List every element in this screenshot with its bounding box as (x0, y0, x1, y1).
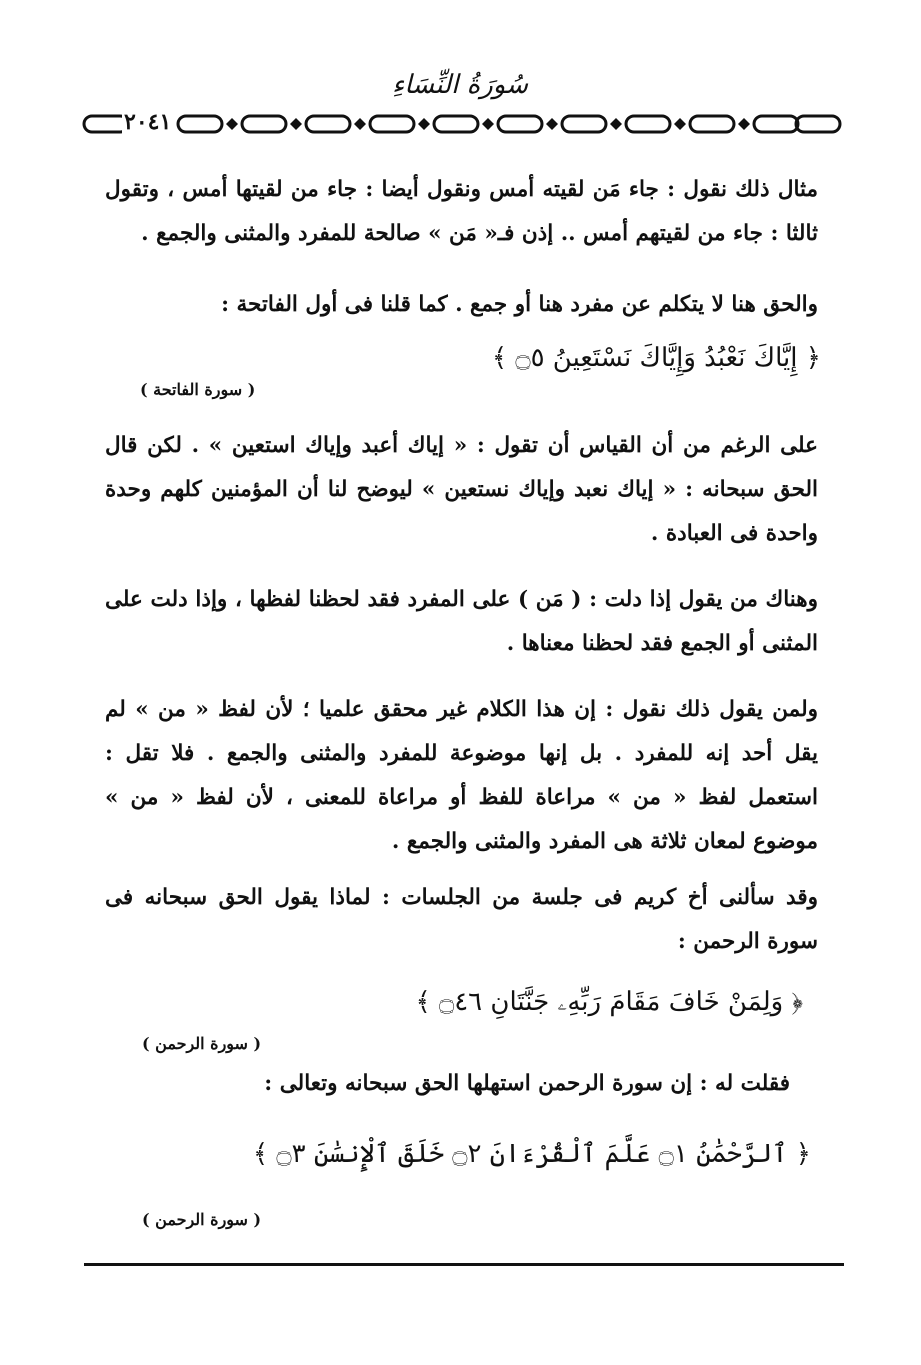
paragraph-1: مثال ذلك نقول : جاء مَن لقيته أمس ونقول أيضا : جاء من لقيتها أمس ، وتقول ثالثا : جاء من لقيتهم أمس .. إذن فـ« مَن » صالحة للمفرد والمثنى والجمع . (105, 177, 818, 246)
verse-reference-rahman-2: ( سورة الرحمن ) (142, 1210, 262, 1229)
chain-ornament (82, 109, 842, 136)
paragraph-2: والحق هنا لا يتكلم عن مفرد هنا أو جمع . كما قلنا فى أول الفاتحة : (221, 292, 818, 317)
paragraph-5: ولمن يقول ذلك نقول : إن هذا الكلام غير محقق علميا ؛ لأن لفظ « من » لم يقل أحد إنه للمفرد . بل إنها موضوعة للمفرد والمثنى والجمع . فلا تقل : استعمل لفظ « من » مراعاة للفظ أو مراعاة للمعنى ، لأن لفظ « من » موضوع لمعان ثلاثة هى المفرد والمثنى والجمع . (105, 697, 818, 854)
quran-verse-rahman-46: ﴿ وَلِمَنْ خَافَ مَقَامَ رَبِّهِۦ جَنَّتَانِ ۝٤٦ ﴾ (415, 987, 803, 1017)
paragraph-3: على الرغم من أن القياس أن تقول : « إياك أعبد وإياك استعين » . لكن قال الحق سبحانه : « إياك نعبد وإياك نستعين » ليوضح لنا أن المؤمنين كلهم وحدة واحدة فى العبادة . (105, 433, 818, 546)
verse-reference-rahman-1: ( سورة الرحمن ) (142, 1034, 262, 1053)
paragraph-7: فقلت له : إن سورة الرحمن استهلها الحق سبحانه وتعالى : (264, 1071, 790, 1096)
paragraph-6: وقد سألنى أخ كريم فى جلسة من الجلسات : لماذا يقول الحق سبحانه فى سورة الرحمن : (105, 885, 818, 954)
quran-verse-rahman-1-3: ﴿ ٱلرَّحْمَٰنُ ۝١ عَلَّمَ ٱلْقُرْءَانَ ۝٢ خَلَقَ ٱلْإِنسَٰنَ ۝٣ ﴾ (252, 1139, 811, 1169)
verse-reference-fatiha: ( سورة الفاتحة ) (140, 380, 256, 399)
page-number: ٢٠٤١ (124, 109, 172, 135)
bottom-divider (84, 1263, 844, 1266)
paragraph-4: وهناك من يقول إذا دلت : ( مَن ) على المفرد فقد لحظنا لفظها ، وإذا دلت على المثنى أو الجمع فقد لحظنا معناها . (105, 587, 818, 656)
quran-verse-fatiha: ﴿ إِيَّاكَ نَعْبُدُ وَإِيَّاكَ نَسْتَعِينُ ۝٥ ﴾ (491, 343, 821, 373)
surah-title: سُورَةُ النِّسَاءِ (392, 70, 528, 100)
